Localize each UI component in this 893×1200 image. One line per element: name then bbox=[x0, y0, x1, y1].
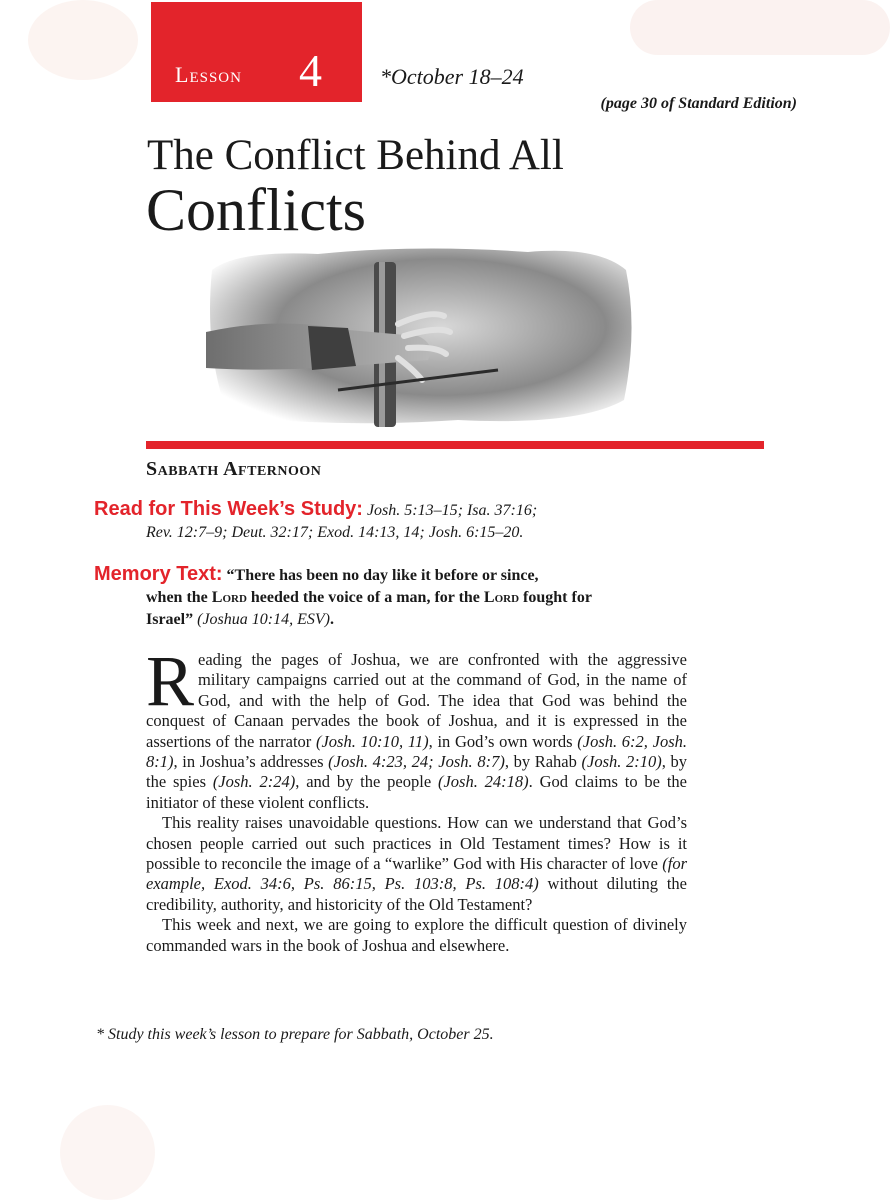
scripture-ref: (Josh. 4:23, 24; Josh. 8:7) bbox=[328, 752, 505, 772]
lesson-title-line2: Conflicts bbox=[146, 177, 366, 243]
read-for-study bbox=[94, 498, 694, 544]
section-divider bbox=[146, 441, 764, 449]
lesson-number: 4 bbox=[299, 45, 322, 96]
body-paragraph bbox=[146, 813, 687, 915]
text-run: eading the pages of Joshua, we are confronted with the aggressive military campaigns carried out at the command of God, in the name of God, and with the help of God. The idea that God was behind the conquest of Canaan pervades the book of Joshua, and it is expressed in the assertions of the narrator bbox=[146, 650, 687, 751]
page-stain bbox=[630, 0, 890, 55]
text-run: , in God’s own words bbox=[428, 731, 578, 751]
hand-sword-illustration bbox=[198, 240, 638, 430]
text-run: , by Rahab bbox=[504, 752, 582, 772]
scripture-ref: (Josh. 24:18) bbox=[437, 772, 529, 792]
read-for-study-label: Read for This Week’s Study: bbox=[94, 498, 363, 520]
scripture-ref: (Josh. 2:24) bbox=[212, 772, 296, 792]
lesson-dates: *October 18–24 bbox=[380, 64, 524, 89]
scripture-ref: (for example, Exod. 34:6, Ps. 86:15, Ps. 103:8, Ps. 108:4) bbox=[146, 854, 687, 894]
scripture-ref: (Josh. 10:10, 11) bbox=[315, 731, 429, 751]
text-run: This reality raises unavoidable questions. How can we understand that God’s chosen people carried out such practices in Old Testament times? How is it possible to reconcile the image of a “warlike” God with His character of love bbox=[146, 813, 687, 874]
lesson-title-line1: The Conflict Behind All bbox=[147, 132, 564, 179]
text-run: , in Joshua’s addresses bbox=[173, 752, 329, 772]
read-for-study-refs-2: Rev. 12:7–9; Deut. 32:17; Exod. 14:13, 14; Josh. 6:15–20. bbox=[146, 524, 524, 541]
lord-small-caps: Lord bbox=[483, 589, 520, 606]
text-run: , and by the people bbox=[295, 772, 438, 792]
page-stain bbox=[28, 0, 138, 80]
lesson-word: Lesson bbox=[175, 62, 242, 87]
text-run: , by the spies bbox=[146, 752, 688, 792]
memory-text-line2c: fought for bbox=[519, 589, 592, 606]
lord-small-caps: Lord bbox=[211, 589, 247, 606]
memory-text bbox=[94, 563, 694, 631]
memory-text-period: . bbox=[329, 611, 334, 628]
body-paragraph bbox=[146, 641, 688, 813]
memory-text-line2: when the bbox=[146, 589, 212, 606]
text-run: . God claims to be the initiator of these violent conflicts. bbox=[146, 772, 687, 812]
drop-cap: R bbox=[146, 641, 195, 721]
read-for-study-refs: Josh. 5:13–15; Isa. 37:16; bbox=[366, 502, 538, 519]
memory-text-citation: (Joshua 10:14, ESV) bbox=[197, 611, 330, 628]
memory-text-line2b: heeded the voice of a man, for the bbox=[246, 589, 484, 606]
memory-text-line3: Israel” bbox=[146, 611, 194, 628]
memory-text-label: Memory Text: bbox=[94, 563, 223, 585]
page-reference: (page 30 of Standard Edition) bbox=[600, 95, 797, 112]
page-stain bbox=[60, 1105, 155, 1200]
footnote: * Study this week’s lesson to prepare for Sabbath, October 25. bbox=[96, 1026, 494, 1043]
lesson-badge bbox=[151, 2, 362, 102]
body-text bbox=[146, 641, 688, 956]
text-run: without diluting the credibility, authority, and historicity of the Old Testament? bbox=[146, 874, 687, 914]
memory-text-line1: “There has been no day like it before or since, bbox=[226, 567, 539, 584]
body-paragraph: This week and next, we are going to explore the difficult question of divinely commanded wars in the book of Joshua and elsewhere. bbox=[146, 915, 687, 955]
scripture-ref: (Josh. 6:2, Josh. 8:1) bbox=[146, 731, 687, 772]
scripture-ref: (Josh. 2:10) bbox=[581, 752, 662, 772]
section-heading: Sabbath Afternoon bbox=[146, 458, 322, 480]
